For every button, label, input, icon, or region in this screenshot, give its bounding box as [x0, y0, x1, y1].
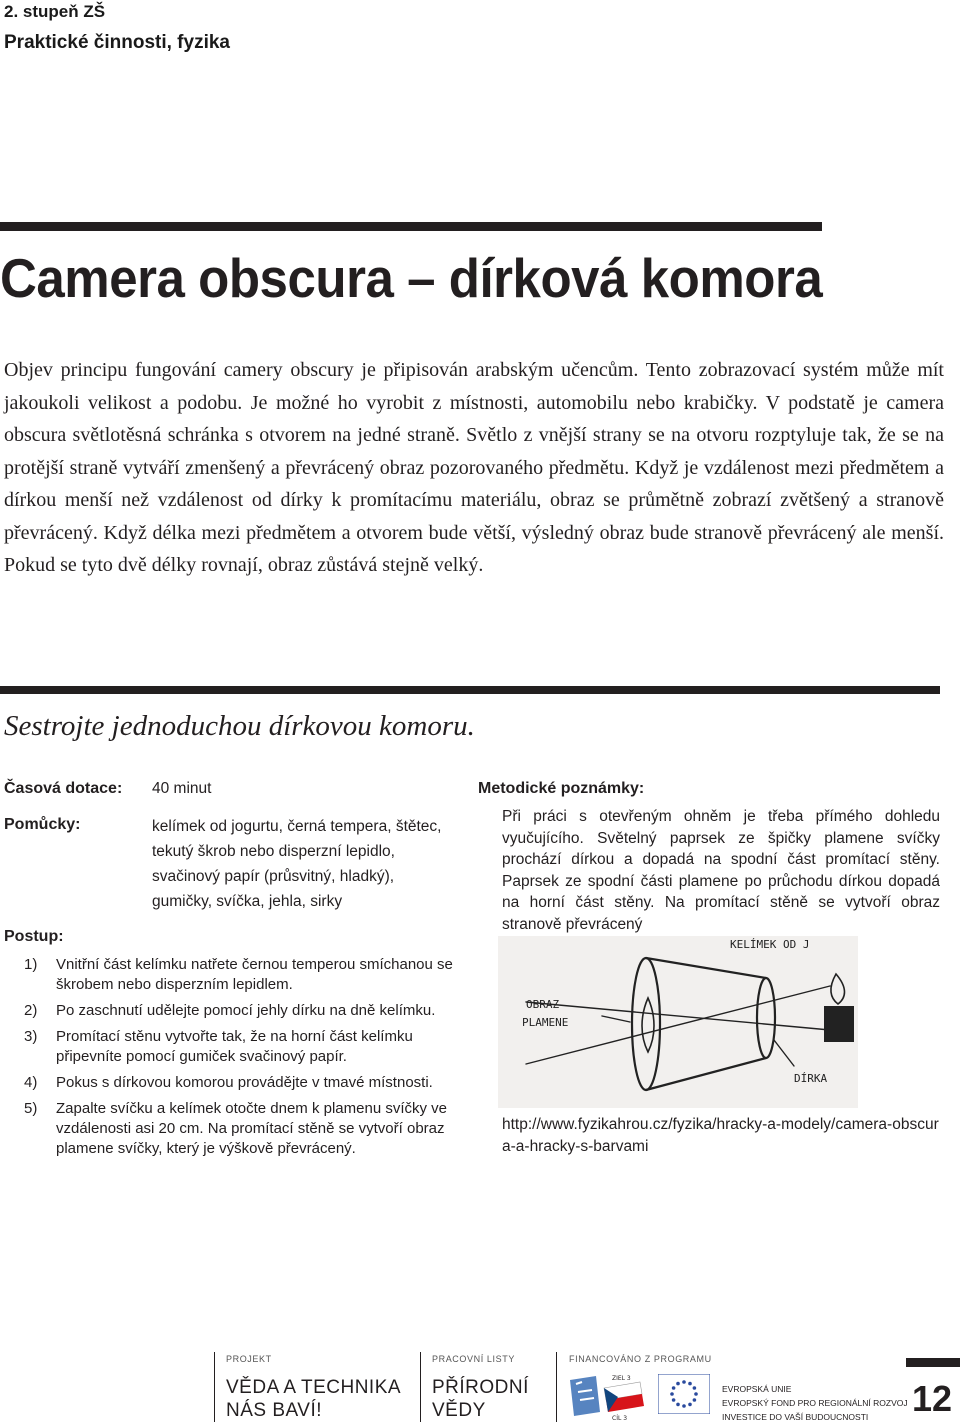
tools-value: kelímek od jogurtu, černá tempera, štětec, tekutý škrob nebo disperzní lepidlo, svačinový papír (průsvitný, hladký), gumičky, svíčka, jehla, sirky: [152, 818, 442, 910]
funding-label: FINANCOVÁNO Z PROGRAMU: [569, 1354, 712, 1364]
task-heading: Sestrojte jednoduchou dírkovou komoru.: [4, 710, 475, 742]
step-text: Pokus s dírkovou komorou provádějte v tmavé místnosti.: [56, 1074, 433, 1091]
grade-level: 2. stupeň ZŠ: [4, 2, 106, 21]
method-notes-text: Při práci s otevřeným ohněm je třeba přímého dohledu vyučujícího. Světelný paprsek ze špičky plamene svíčky prochází dírkou a dopadá na spodní část promítací stěny. Paprsek ze spodní části plamene po průchodu dírkou dopadá na horní část stěny. Na promítací stěně se vytvoří obraz stranově převrácený: [502, 808, 940, 933]
section-rule: [0, 686, 940, 694]
cil3-text: CÍL 3: [612, 1415, 628, 1422]
list-item: [0, 1001, 470, 1021]
label-image-line2: PLAMENE: [522, 1016, 569, 1029]
steps-label: Postup:: [4, 928, 64, 945]
candle-body: [824, 1006, 854, 1042]
intro-paragraph: Objev principu fungování camery obscury je připisován arabským učencům. Tento zobrazovací systém může mít jakoukoli velikost a podobu. Je možné ho vyrobit z místnosti, automobilu nebo krabičky. V podstatě je camera obscura světlotěsná schránka s otvorem na jedné straně. Světlo z vnější strany se na otvoru rozptyluje tak, že se na protější straně vytváří zmenšený a převrácený obraz pozorovaného předmětu. Když je vzdálenost mezi předmětem a dírkou menší než vzdálenost od dírky k promítacímu materiálu, obraz se průmětně zobrazí zvětšený a stranově převrácený. Když délka mezi předmětem a otvorem bude větší, výsledný obraz bude stranově převrácený ale menší. Pokud se tyto dvě délky rovnají, obraz zůstává stejně velký.: [4, 359, 944, 576]
eu-flag-icon: [658, 1374, 710, 1414]
subject-title: Praktické činnosti, fyzika: [4, 32, 230, 53]
step-text: Vnitřní část kelímku natřete černou temperou smíchanou se škrobem nebo disperzním lepidlem.: [56, 956, 453, 993]
ziel3-text: ZIEL 3: [612, 1375, 631, 1382]
footer-divider: [556, 1352, 557, 1422]
step-number: 5): [24, 1100, 38, 1117]
page-title: Camera obscura – dírková komora: [0, 247, 823, 309]
label-cup: KELÍMEK OD J: [730, 938, 810, 951]
camera-obscura-sketch: [498, 936, 858, 1108]
source-link[interactable]: http://www.fyzikahrou.cz/fyzika/hracky-a-modely/camera-obscura-a-hracky-s-barvami: [502, 1116, 939, 1155]
step-text: Po zaschnutí udělejte pomocí jehly dírku na dně kelímku.: [56, 1002, 436, 1019]
footer-divider: [420, 1352, 421, 1422]
bavaria-shape: [570, 1376, 600, 1416]
sheets-name-line2: VĚDY: [432, 1400, 486, 1421]
sheets-label: PRACOVNÍ LISTY: [432, 1354, 515, 1364]
time-label: Časová dotace:: [4, 780, 123, 797]
step-text: Promítací stěnu vytvořte tak, že na horní část kelímku připevníte pomocí gumiček svačinový papír.: [56, 1028, 413, 1065]
eu-flag-frame: [658, 1374, 710, 1414]
method-notes-label: Metodické poznámky:: [478, 780, 645, 797]
eu-line2: EVROPSKÝ FOND PRO REGIONÁLNÍ ROZVOJ: [722, 1398, 908, 1408]
footer-divider: [214, 1352, 215, 1422]
label-image-line1: OBRAZ: [526, 998, 560, 1011]
step-number: 3): [24, 1028, 38, 1045]
project-name-line1: VĚDA A TECHNIKA: [226, 1377, 402, 1398]
eu-line1: EVROPSKÁ UNIE: [722, 1384, 792, 1394]
step-number: 2): [24, 1002, 38, 1019]
time-value: 40 minut: [152, 780, 212, 797]
project-name-line2: NÁS BAVÍ!: [226, 1400, 323, 1421]
top-rule: [0, 222, 822, 231]
page-number-bar: [906, 1358, 960, 1367]
step-number: 1): [24, 956, 38, 973]
list-item: [0, 1073, 470, 1093]
label-hole: DÍRKA: [794, 1072, 828, 1085]
step-text: Zapalte svíčku a kelímek otočte dnem k plamenu svíčky ve vzdálenosti asi 20 cm. Na promítací stěně se vytvoří obraz plamene svíčky, který je výškově převrácený.: [56, 1100, 448, 1157]
step-number: 4): [24, 1074, 38, 1091]
eu-line3: INVESTICE DO VAŠÍ BUDOUCNOSTI: [722, 1412, 869, 1422]
tools-label: Pomůcky:: [4, 816, 81, 833]
list-item: [0, 955, 470, 995]
ziel3-logo: [566, 1372, 646, 1422]
list-item: [0, 1027, 470, 1067]
list-item: [0, 1099, 470, 1159]
steps-list: [0, 955, 470, 1165]
page-number: 12: [912, 1378, 953, 1419]
project-label: PROJEKT: [226, 1354, 272, 1364]
sheets-name-line1: PŘÍRODNÍ: [432, 1377, 529, 1398]
